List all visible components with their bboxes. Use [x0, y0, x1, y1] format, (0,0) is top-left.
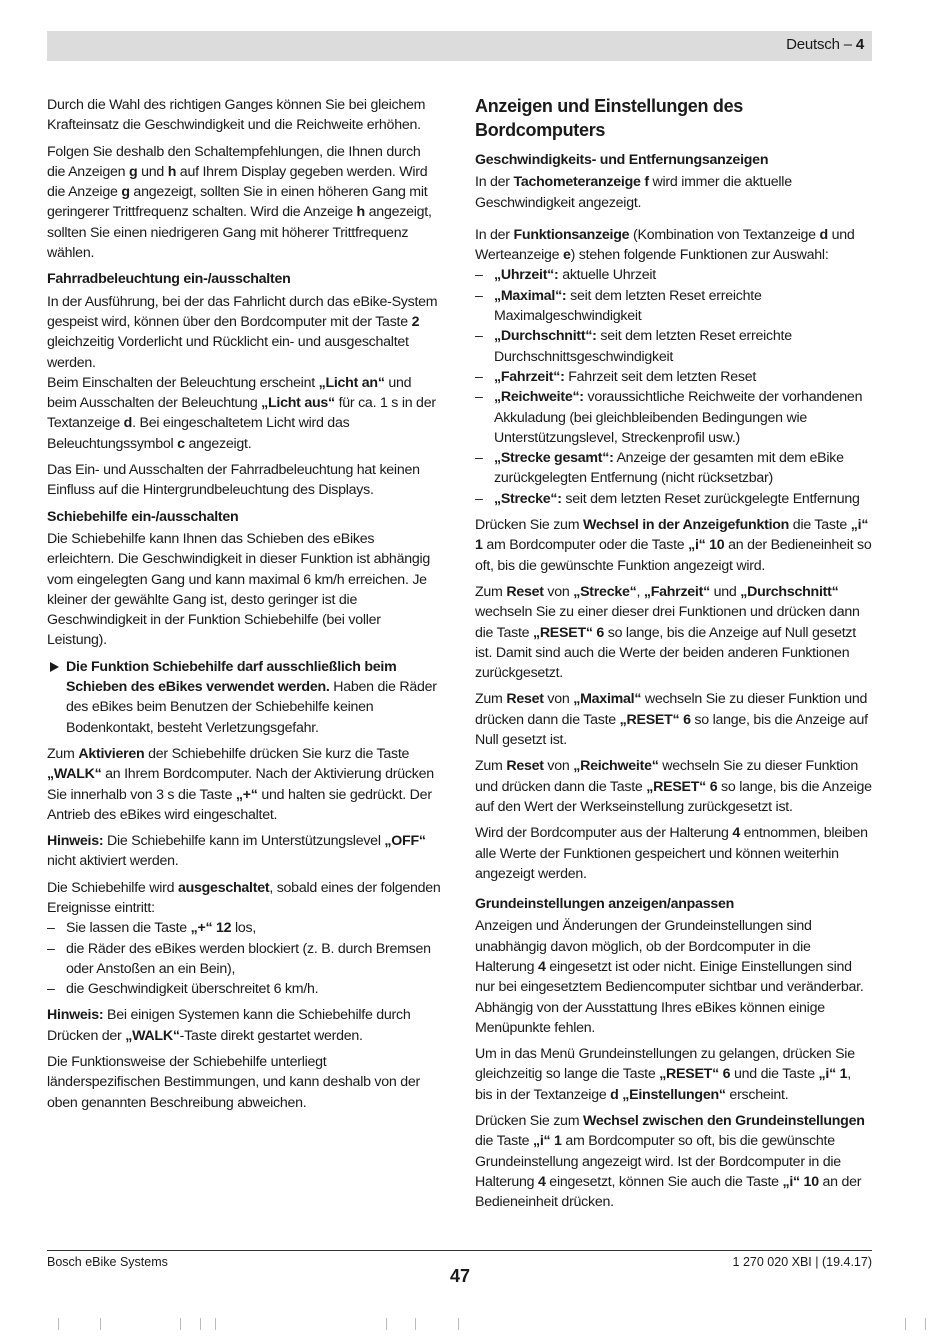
list-item: – „Durchschnitt“: seit dem letzten Reset erreichte Durchschnittsgeschwindigkeit: [475, 326, 872, 367]
paragraph: In der Tachometeranzeige f wird immer die aktuelle Geschwindigkeit angezeigt.: [475, 174, 792, 211]
section-heading-push-assist: Schiebehilfe ein-/ausschalten: [47, 508, 239, 525]
list-item: – „Maximal“: seit dem letzten Reset erreichte Maximalgeschwindigkeit: [475, 286, 872, 327]
list-item: – „Fahrzeit“: Fahrzeit seit dem letzten Reset: [475, 367, 872, 387]
paragraph: Zum Reset von „Maximal“ wechseln Sie zu dieser Funktion und drücken dann die Taste „RESET“ 6 so lange, bis die Anzeige auf Null gesetzt ist.: [475, 691, 868, 749]
paragraph: Folgen Sie deshalb den Schaltempfehlungen, die Ihnen durch die Anzeigen g und h auf Ihrem Display gegeben werden. Wird die Anzeige g angezeigt, sollten Sie in einen höheren Gang mit geringerer Trittfrequenz schalten. Wird die Anzeige h angezeigt, sollten Sie einen niedrigeren Gang mit höherer Trittfrequenz wählen.: [47, 143, 432, 262]
function-list: [475, 265, 872, 509]
paragraph: Drücken Sie zum Wechsel zwischen den Grundeinstellungen die Taste „i“ 1 am Bordcomputer so oft, bis die gewünschte Grundeinstellung angezeigt wird. Ist der Bordcomputer in die Halterung 4 eingesetzt, können Sie auch die Taste „i“ 10 an der Bedieneinheit drücken.: [475, 1113, 865, 1211]
list-item: – „Reichweite“: voraussichtliche Reichweite der vorhandenen Akkuladung (bei gleichbleibenden Bedingungen wie Unterstützungslevel, Streckenprofil usw.): [475, 387, 872, 448]
paragraph: Die Schiebehilfe wird ausgeschaltet, sobald eines der folgenden Ereignisse eintritt:: [47, 879, 441, 916]
header-page-number: 4: [855, 36, 864, 53]
paragraph: Wird der Bordcomputer aus der Halterung 4 entnommen, bleiben alle Werte der Funktionen gespeichert und können weiterhin angezeigt werden.: [475, 825, 868, 882]
list-item: – die Räder des eBikes werden blockiert (z. B. durch Bremsen oder Anstoßen an ein Bein),: [47, 939, 442, 980]
paragraph: Zum Reset von „Strecke“, „Fahrzeit“ und „Durchschnitt“ wechseln Sie zu einer dieser drei Funktionen und drücken dann die Taste „RESET“ 6 so lange, bis die Anzeige auf Null gesetzt ist. Damit sind auch die Werte der beiden anderen Funktionen zurückgesetzt.: [475, 583, 860, 682]
list-item: – „Uhrzeit“: aktuelle Uhrzeit: [475, 265, 872, 285]
paragraph: In der Ausführung, bei der das Fahrlicht durch das eBike-System gespeist wird, können über den Bordcomputer mit der Taste 2 gleichzeitig Vorderlicht und Rücklicht ein- und ausgeschaltet werden.: [47, 293, 438, 371]
paragraph: Anzeigen und Änderungen der Grundeinstellungen sind unabhängig davon möglich, ob der Bordcomputer in die Halterung 4 eingesetzt ist oder nicht. Einige Einstellungen sind nur bei eingesetztem Bediencomputer sichtbar und veränderbar. Abhängig von der Ausstattung Ihres eBikes können einige Menüpunkte fehlen.: [475, 918, 864, 1036]
paragraph: Zum Aktivieren der Schiebehilfe drücken Sie kurz die Taste „WALK“ an Ihrem Bordcomputer. Nach der Aktivierung drücken Sie innerhalb von 3 s die Taste „+“ und halten sie gedrückt. Der Antrieb des eBikes wird eingeschaltet.: [47, 745, 434, 823]
paragraph: Um in das Menü Grundeinstellungen zu gelangen, drücken Sie gleichzeitig so lange die Taste „RESET“ 6 und die Taste „i“ 1, bis in der Textanzeige d „Einstellungen“ erscheint.: [475, 1046, 855, 1103]
paragraph: Beim Einschalten der Beleuchtung erscheint „Licht an“ und beim Ausschalten der Beleuchtung „Licht aus“ für ca. 1 s in der Textanzeige d. Bei eingeschaltetem Licht wird das Beleuchtungssymbol c angezeigt.: [47, 374, 436, 452]
page-number: 47: [449, 1266, 471, 1286]
paragraph: Drücken Sie zum Wechsel in der Anzeigefunktion die Taste „i“ 1 am Bordcomputer oder die Taste „i“ 10 an der Bedieneinheit so oft, bis die gewünschte Funktion angezeigt wird.: [475, 517, 872, 574]
paragraph: Die Schiebehilfe kann Ihnen das Schieben des eBikes erleichtern. Die Geschwindigkeit in dieser Funktion ist abhängig vom eingelegten Gang und kann maximal 6 km/h erreichen. Je kleiner der gewählte Gang ist, desto geringer ist die Geschwindigkeit in der Funktion Schiebehilfe (bei voller Leistung).: [47, 530, 431, 649]
note-paragraph: Hinweis: Bei einigen Systemen kann die Schiebehilfe durch Drücken der „WALK“-Taste direkt gestartet werden.: [47, 1007, 411, 1044]
section-heading-speed: Geschwindigkeits- und Entfernungsanzeigen: [475, 152, 769, 168]
section-heading-basic-settings: Grundeinstellungen anzeigen/anpassen: [475, 896, 735, 913]
left-column: [47, 95, 442, 1119]
right-column: [475, 94, 872, 1219]
page-header-bar: [47, 31, 872, 61]
paragraph: Durch die Wahl des richtigen Ganges können Sie bei gleichem Krafteinsatz die Geschwindigkeit und die Reichweite erhöhen.: [47, 97, 426, 134]
list-item: – „Strecke gesamt“: Anzeige der gesamten mit dem eBike zurückgelegten Entfernung (nicht rücksetzbar): [475, 448, 872, 489]
header-language: Deutsch: [786, 36, 840, 53]
warning-triangle-icon: [50, 662, 59, 672]
header-text: [786, 36, 864, 53]
deactivation-list: [47, 918, 442, 999]
paragraph: Zum Reset von „Reichweite“ wechseln Sie zu dieser Funktion und drücken dann die Taste „RESET“ 6 so lange, bis die Anzeige auf den Wert der Werkseinstellung zurückgesetzt ist.: [475, 758, 872, 815]
section-title: Anzeigen und Einstellungen des Bordcomputers: [475, 96, 744, 140]
paragraph: Das Ein- und Ausschalten der Fahrradbeleuchtung hat keinen Einfluss auf die Hintergrundbeleuchtung des Displays.: [47, 462, 420, 499]
footer-document-code: 1 270 020 XBI | (19.4.17): [732, 1255, 872, 1269]
paragraph: In der Funktionsanzeige (Kombination von Textanzeige d und Werteanzeige e) stehen folgende Funktionen zur Auswahl:: [475, 226, 855, 264]
header-separator: –: [839, 36, 856, 53]
list-item: – Sie lassen die Taste „+“ 12 los,: [47, 918, 442, 938]
paragraph: Die Funktionsweise der Schiebehilfe unterliegt länderspezifischen Bestimmungen, und kann deshalb von der oben genannten Beschreibung abweichen.: [47, 1054, 420, 1111]
safety-warning: Die Funktion Schiebehilfe darf ausschließlich beim Schieben des eBikes verwendet werden. Haben die Räder des eBikes beim Benutzen der Schiebehilfe keinen Bodenkontakt, besteht Verletzungsgefahr.: [47, 657, 442, 738]
list-item: – die Geschwindigkeit überschreitet 6 km/h.: [47, 979, 442, 999]
note-paragraph: Hinweis: Die Schiebehilfe kann im Unterstützungslevel „OFF“ nicht aktiviert werden.: [47, 833, 426, 870]
print-crop-marks: [0, 1318, 950, 1338]
footer-divider: [47, 1250, 872, 1251]
section-heading-light: Fahrradbeleuchtung ein-/ausschalten: [47, 271, 291, 288]
list-item: – „Strecke“: seit dem letzten Reset zurückgelegte Entfernung: [475, 489, 872, 509]
footer-company: Bosch eBike Systems: [47, 1255, 168, 1269]
